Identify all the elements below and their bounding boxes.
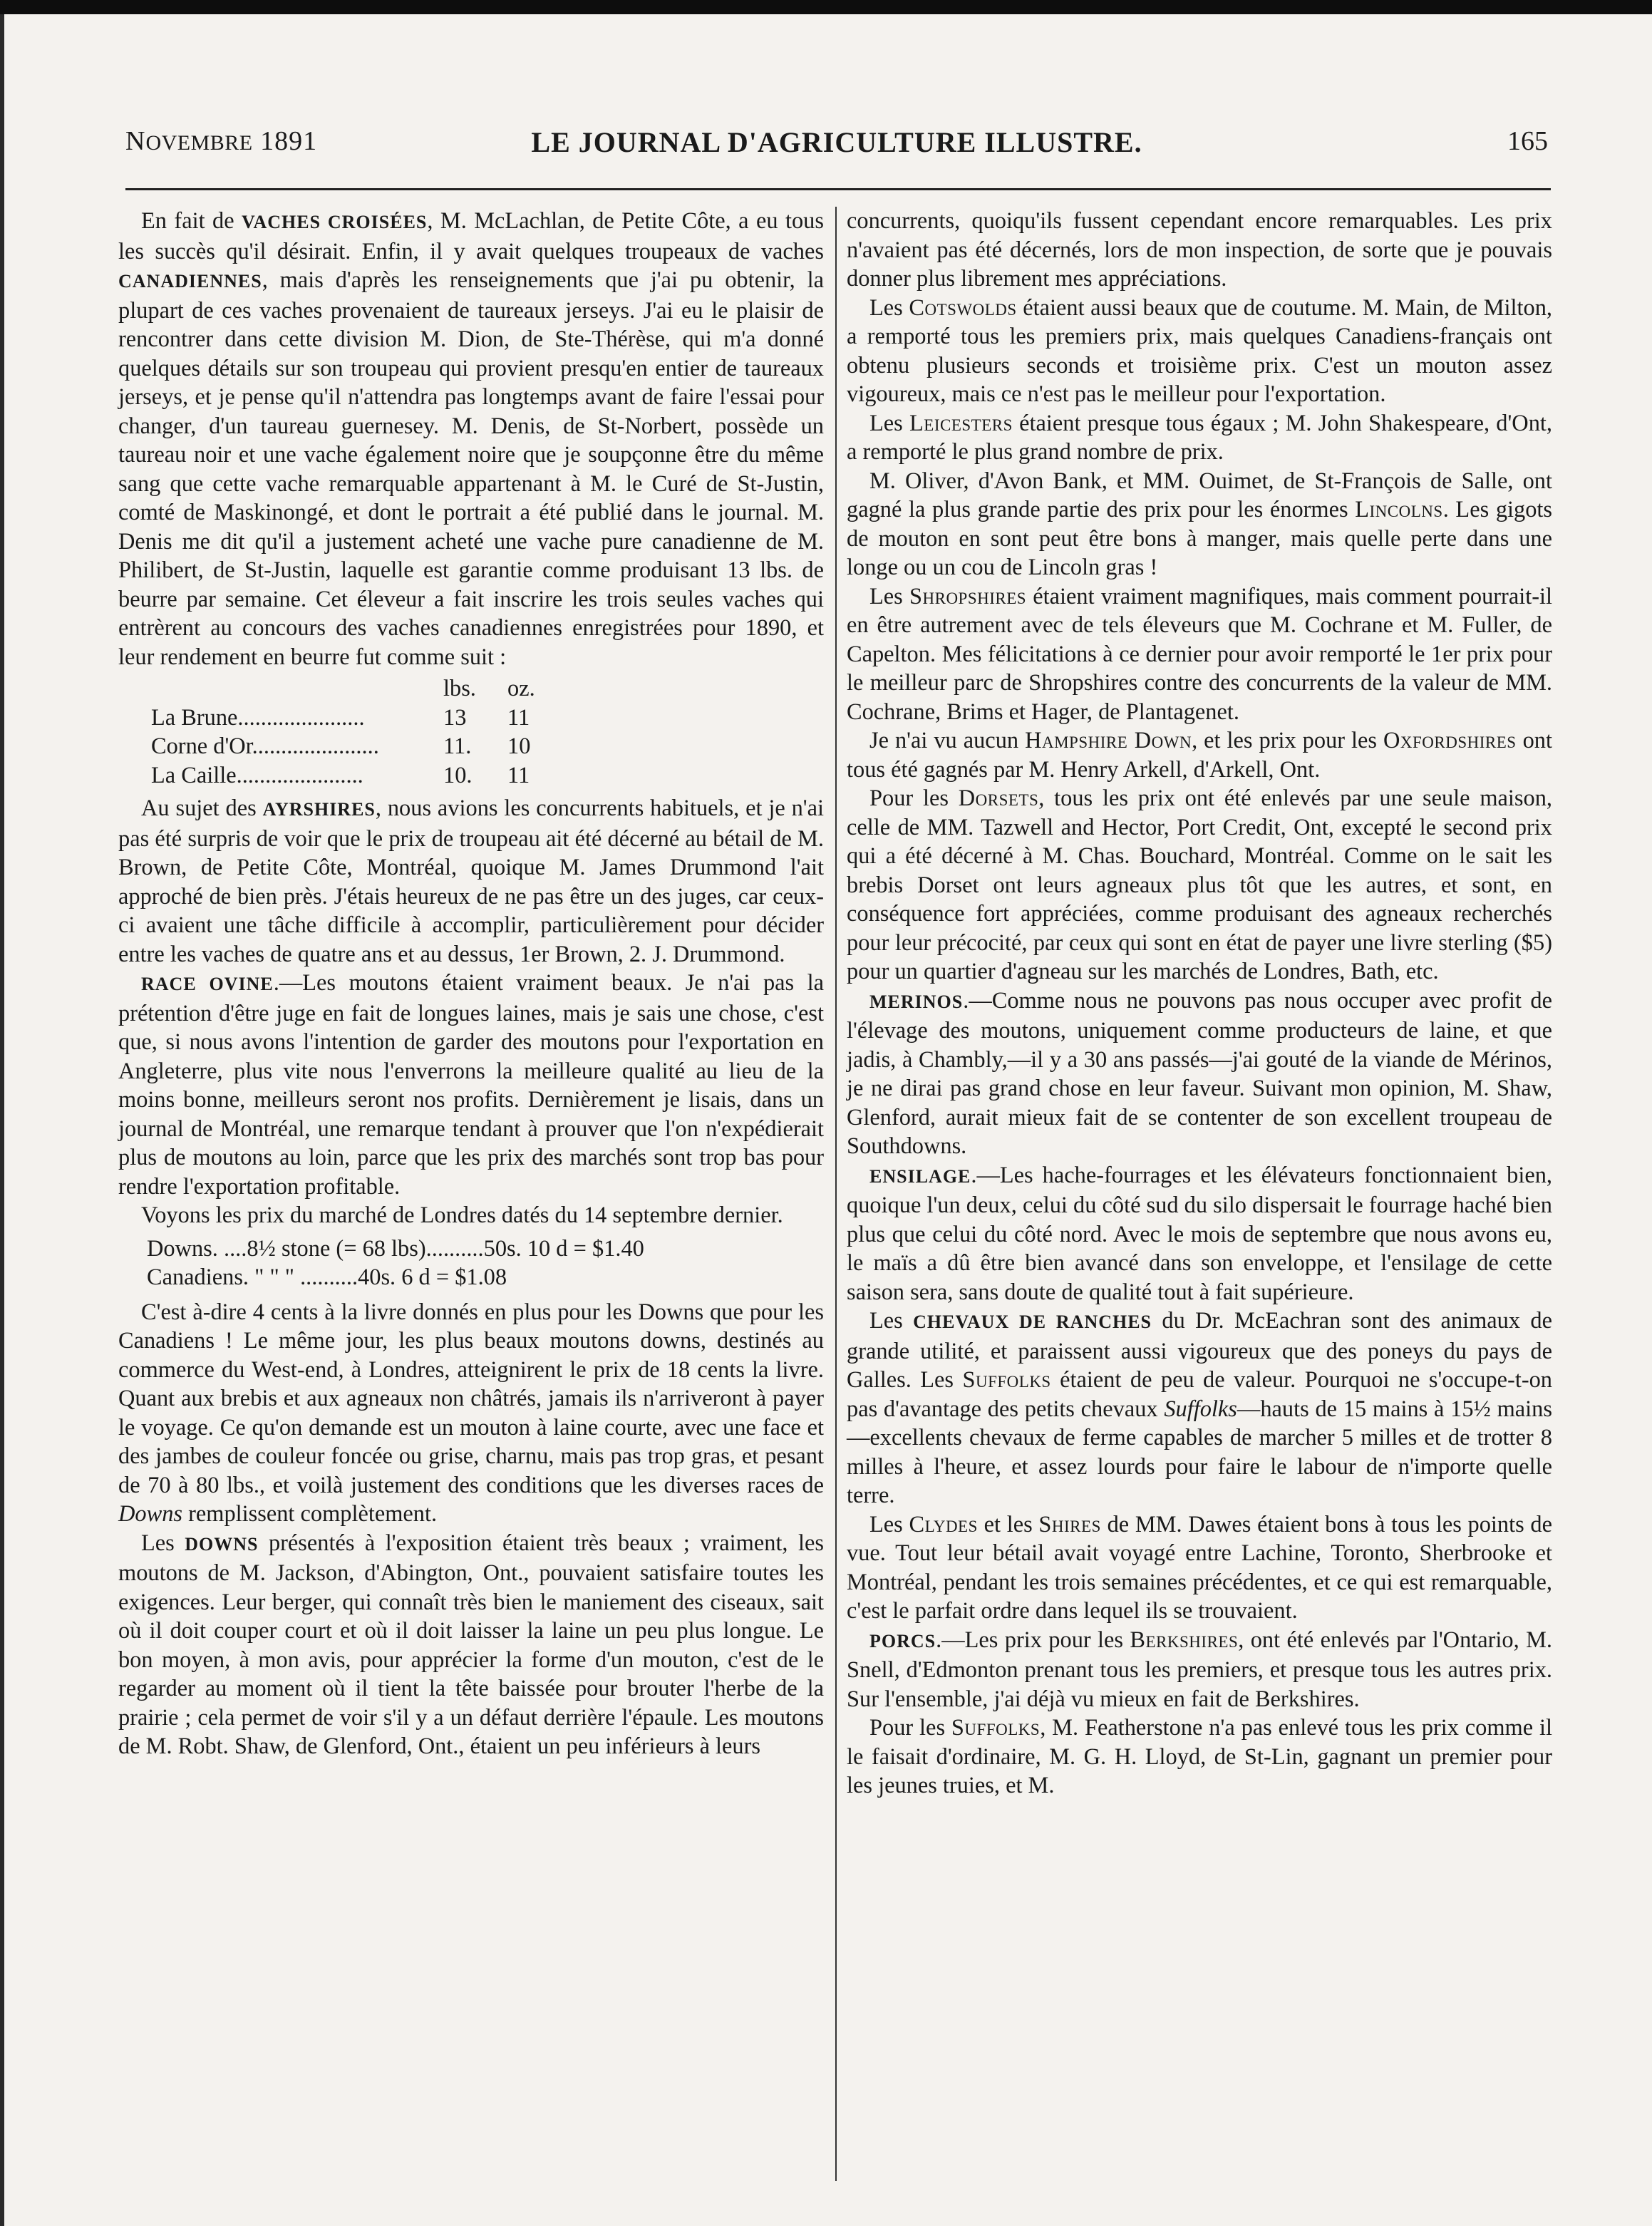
text: et les [977,1511,1039,1537]
table-header-row [118,674,557,704]
breed-name: Lincolns [1355,497,1443,522]
left-column [118,207,824,1761]
paragraph-porcs [847,1626,1552,1714]
paragraph-cest-a-dire [118,1298,824,1529]
text: Pour les [869,785,959,811]
italic-text: Downs [118,1501,182,1527]
top-border-rule [0,0,1652,14]
text: , et les prix pour les [1192,728,1383,753]
page-edge-shadow [0,14,4,2226]
heading-inline: AYRSHIRES [262,799,376,820]
text: , M. Featherstone n'a pas enlevé tous les prix comme il le faisait d'ordinaire, M. G. H. Lloyd, de St-Lin, gagnant un premier pour les jeunes truies, et M. [847,1715,1552,1798]
breed-name: Berkshires [1130,1627,1239,1653]
text: de MM. Dawes étaient bons à tous les points de vue. Tout leur bétail avait voyagé entre Lachine, Toronto, Sherbrooke et Montréal, pendant les trois semaines précédentes, et ce qui est remarquable, c'est le parfait ordre dans lequel ils se trouvaient. [847,1511,1552,1624]
table-row [118,1263,660,1292]
breed-name: Clydes [909,1511,978,1537]
paragraph-vaches-croisees [118,207,824,671]
cow-name: La Brune...................... [151,704,365,731]
header-rule [125,188,1551,190]
year: 1891 [260,126,318,156]
text: Au sujet des [141,795,263,821]
text: .—Les moutons étaient vraiment beaux. Je n'ai pas la prétention d'être juge en fait de longues laines, mais je sais une chose, c'est que, si nous avons l'intention de garder des moutons pour l'exportation en Angleterre, plus vite nous l'enverrons la meilleure qualité au lieu de la moins bonne, meilleurs seront nos profits. Dernièrement je lisais, dans un journal de Montréal, une remarque tendant à prouver que l'on n'expédierait plus de moutons au loin, parce que les prix des marchés sont trop bas pour rendre l'exportation profitable. [118,970,824,1200]
text: .—Les hache-fourrages et les élévateurs fonctionnaient bien, quoique l'un deux, celui du côté sud du silo dispersait le fourrage haché bien plus que celui du côté nord. Avec le mois de septembre que nous avons eu, le maïs a dû être bien avancé dans son enveloppe, et l'ensilage de cette saison sera, sans doute de qualité tout à fait supérieure. [847,1162,1552,1305]
month-rest: OVEMBRE [145,131,253,155]
section-heading: PORCS [869,1630,936,1652]
breed-name: Cotswolds [909,294,1017,321]
text: Je n'ai vu aucun [869,728,1026,753]
paragraph-lincolns [847,467,1552,582]
journal-title: LE JOURNAL D'AGRICULTURE ILLUSTRE. [531,126,1142,158]
text: .—Les prix pour les [936,1627,1130,1653]
text: , M. McLachlan, de Petite Côte, a eu tous les succès qu'il désirait. Enfin, il y avait quelques troupeaux de vaches [118,208,824,264]
text: présentés à l'exposition étaient très beaux ; vraiment, les moutons de M. Jackson, d'Abington, Ont., pouvaient satisfaire toutes les exigences. Leur berger, qui connaît très bien le maniement des ciseaux, sait où il doit couper court et où il doit laisser la laine un peu plus longue. Le bon moyen, à mon avis, pour apprécier la forme d'un mouton, c'est de le regarder au moment où il tient la tête baissée pour brouter l'herbe de la prairie ; cela permet de voir s'il y a un défaut derrière l'épaule. Les moutons de M. Robt. Shaw, de Glenford, Ont., étaient un peu inférieurs à leurs [118,1530,824,1759]
heading-inline: CANADIENNES [118,271,262,292]
text: ont tous été gagnés par M. Henry Arkell, d'Arkell, Ont. [847,728,1552,783]
paragraph-chevaux [847,1307,1552,1510]
text: étaient aussi beaux que de coutume. M. Main, de Milton, a remporté tous les premiers prix, mais quelques Canadiens-français ont obtenu plusieurs seconds et troisième prix. C'est un mouton assez vigoureux, mais ce n'est pas le meilleur pour l'exportation. [847,294,1552,407]
column-header-oz: oz. [507,676,535,701]
breed-name: Suffolks [951,1715,1041,1741]
yield-lbs: 11. [443,733,472,759]
paragraph-cotswolds [847,294,1552,409]
text: remplissent complètement. [182,1501,438,1527]
paragraph-clydes [847,1510,1552,1626]
paragraph-ensilage [847,1161,1552,1307]
month-initial: N [125,126,146,156]
cow-name: Corne d'Or...................... [151,733,379,759]
text: étaient de peu de valeur. Pourquoi ne s'occupe-t-on pas d'avantage des petits chevaux [847,1367,1552,1422]
table-row [118,704,557,733]
paragraph-hampshire [847,726,1552,784]
breed-name: Shires [1038,1511,1101,1537]
breed-name: Suffolks [962,1367,1051,1393]
heading-inline: CHEVAUX DE RANCHES [913,1312,1152,1332]
section-heading: MERINOS [869,991,964,1012]
text: . Les gigots de mouton en sont peut être bons à manger, mais quelle perte dans une longe ou un cou de Lincoln gras ! [847,497,1553,580]
paragraph-merinos [847,986,1552,1161]
italic-text: Suffolks [1164,1396,1237,1422]
yield-lbs: 13 [443,704,467,731]
text: Les [869,1511,909,1537]
table-row [118,1235,660,1264]
text: , tous les prix ont été enlevés par une seule maison, celle de MM. Tazwell and Hector, Port Credit, Ont, excepté le second prix qui a été décerné à M. Chas. Bouchard, Montréal. Comme on le sait les brebis Dorset ont leurs agneaux plus tôt que les autres, et sont, en conséquence fort appréciées, comme produisant des agneaux recherchés pour leur précocité, par ceux qui sont en état de payer une livre sterling ($5) pour un quartier d'agneau sur les marchés de Londres, Bath, etc. [847,785,1552,984]
page-number: 165 [1507,126,1548,156]
paragraph-prix-londres: Voyons les prix du marché de Londres datés du 14 septembre dernier. [141,1202,783,1228]
paragraph-ayrshires [118,794,824,969]
text: Les [869,410,909,436]
text: .—Comme nous ne pouvons pas nous occuper avec profit de l'élevage des moutons, uniquement comme producteurs de laine, et que jadis, à Chambly,—il y a 30 ans passés—j'ai gouté de la viande de Mérinos, je ne dirai pas grand chose en leur faveur. Suivant mon opinion, M. Shaw, Glenford, aurait mieux fait de se contenter de son excellent troupeau de Southdowns. [847,987,1552,1159]
text: C'est à-dire 4 cents à la livre donnés en plus pour les Downs que pour les Canadiens ! Le même jour, les plus beaux moutons downs, destinés au commerce du West-end, à Londres, atteignirent le prix de 18 cents la livre. Quant aux brebis et aux agneaux non châtrés, jamais ils n'arriveront à payer le voyage. Ce qu'on demande est un mouton à laine courte, avec une face et des jambes de couleur foncée ou grise, charnu, mais pas trop gras, et pesant de 70 à 80 lbs., et voilà justement des conditions que les diverses races de [118,1299,824,1498]
price-line: Canadiens. " " " ..........40s. 6 d = $1.08 [147,1264,507,1290]
text: Pour les [869,1715,951,1741]
yield-lbs: 10. [443,762,473,788]
text: du Dr. McEachran sont des animaux de grande utilité, et paraissent aussi vigoureux que des poneys du pays de Galles. Les [847,1308,1552,1393]
yield-oz: 10 [507,733,531,759]
text: Les [869,1308,914,1334]
text: Les [141,1530,185,1556]
text: étaient vraiment magnifiques, mais comment pourrait-il en être autrement avec de tels éleveurs que M. Cochrane et M. Fuller, de Capelton. Mes félicitations à ce dernier pour avoir remporté le 1er prix pour le meilleur parc de Shropshires contre des concurrents de la valeur de MM. Cochrane, Brims et Hager, de Plantagenet. [847,583,1552,725]
text: , nous avions les concurrents habituels, et je n'ai pas été surpris de voir que le prix de troupeau ait été décerné au bétail de M. Brown, de Petite Côte, Montréal, quoique M. James Drummond l'ait approché de bien près. J'étais heureux de ne pas être un des juges, car ceux-ci avaient une tâche difficile à accomplir, particulièrement pour décider entre les vaches de quatre ans et au dessus, 1er Brown, 2. J. Drummond. [118,795,824,967]
text: M. Oliver, d'Avon Bank, et MM. Ouimet, de St-François de Salle, ont gagné la plus grande partie des prix pour les énormes [847,468,1552,522]
paragraph-shropshires [847,582,1552,727]
yield-oz: 11 [507,762,530,788]
price-line: Downs. ....8½ stone (= 68 lbs)..........50s. 10 d = $1.40 [147,1235,644,1262]
text: , mais d'après les renseignements que j'ai pu obtenir, la plupart de ces vaches provenaient de taureaux jerseys. J'ai eu le plaisir de rencontrer dans cette division M. Dion, de Ste-Thérèse, qui m'a donné quelques détails sur son troupeau qui provient presqu'en entier de taureaux jerseys, et je pense qu'il n'attendra pas longtemps avant de faire l'essai pour changer, d'un taureau guernesey. M. Denis, de St-Norbert, possède un taureau noir et une vache également noire que je soupçonne être du même sang que cette vache remarquable appartenant à M. le Curé de St-Justin, comté de Maskinongé, et dont le portrait a été publié dans le journal. M. Denis me dit qu'il a justement acheté une vache pure canadienne de M. Philibert, de St-Justin, laquelle est garantie comme produisant 13 lbs. de beurre par semaine. Cet éleveur a fait inscrire les trois seules vaches qui entrèrent au concours des vaches canadiennes enregistrées pour 1890, et leur rendement en beurre fut comme suit : [118,267,824,670]
text: , ont été enlevés par l'Ontario, M. Snell, d'Edmonton prenant tous les premiers, et presque tous les autres prix. Sur l'ensemble, j'ai déjà vu mieux en fait de Berkshires. [847,1627,1552,1712]
breed-name: Oxfordshires [1383,728,1517,753]
text: En fait de [141,208,242,234]
text: étaient presque tous égaux ; M. John Shakespeare, d'Ont, a remporté le plus grand nombre de prix. [847,410,1552,465]
paragraph-race-ovine [118,969,824,1201]
heading-inline: DOWNS [185,1533,259,1555]
section-heading: ENSILAGE [869,1165,971,1187]
cow-name: La Caille...................... [151,762,363,788]
heading-inline: VACHES CROISÉES [242,212,428,232]
breed-name: Leicesters [909,410,1013,436]
yield-oz: 11 [507,704,530,731]
paragraph-leicesters [847,409,1552,467]
text: Les [869,583,909,609]
breed-name: Dorsets [958,785,1039,811]
table-row [118,761,557,790]
text: —hauts de 15 mains à 15½ mains—excellents chevaux de ferme capables de marcher 5 milles et de trotter 8 milles à l'heure, et assez lourds pour faire le labour de n'importe quelle terre. [847,1396,1552,1508]
breed-name: Shropshires [909,583,1027,609]
column-divider [835,207,837,2181]
butter-yield-table [118,674,557,790]
table-row [118,732,557,761]
right-column [847,207,1552,1800]
text: Les [869,294,909,321]
breed-name: Hampshire Down [1025,728,1192,753]
column-header-lbs: lbs. [443,676,476,701]
paragraph-continuation: concurrents, quoiqu'ils fussent cependant encore remarquables. Les prix n'avaient pas été décernés, lors de mon inspection, de sorte que je pouvais donner plus librement mes appréciations. [847,208,1552,292]
london-price-table [118,1235,660,1292]
paragraph-downs [118,1529,824,1761]
section-heading: RACE OVINE [141,974,274,994]
page-header [125,125,1548,168]
paragraph-suffolks-porcs [847,1714,1552,1800]
paragraph-dorsets [847,784,1552,986]
